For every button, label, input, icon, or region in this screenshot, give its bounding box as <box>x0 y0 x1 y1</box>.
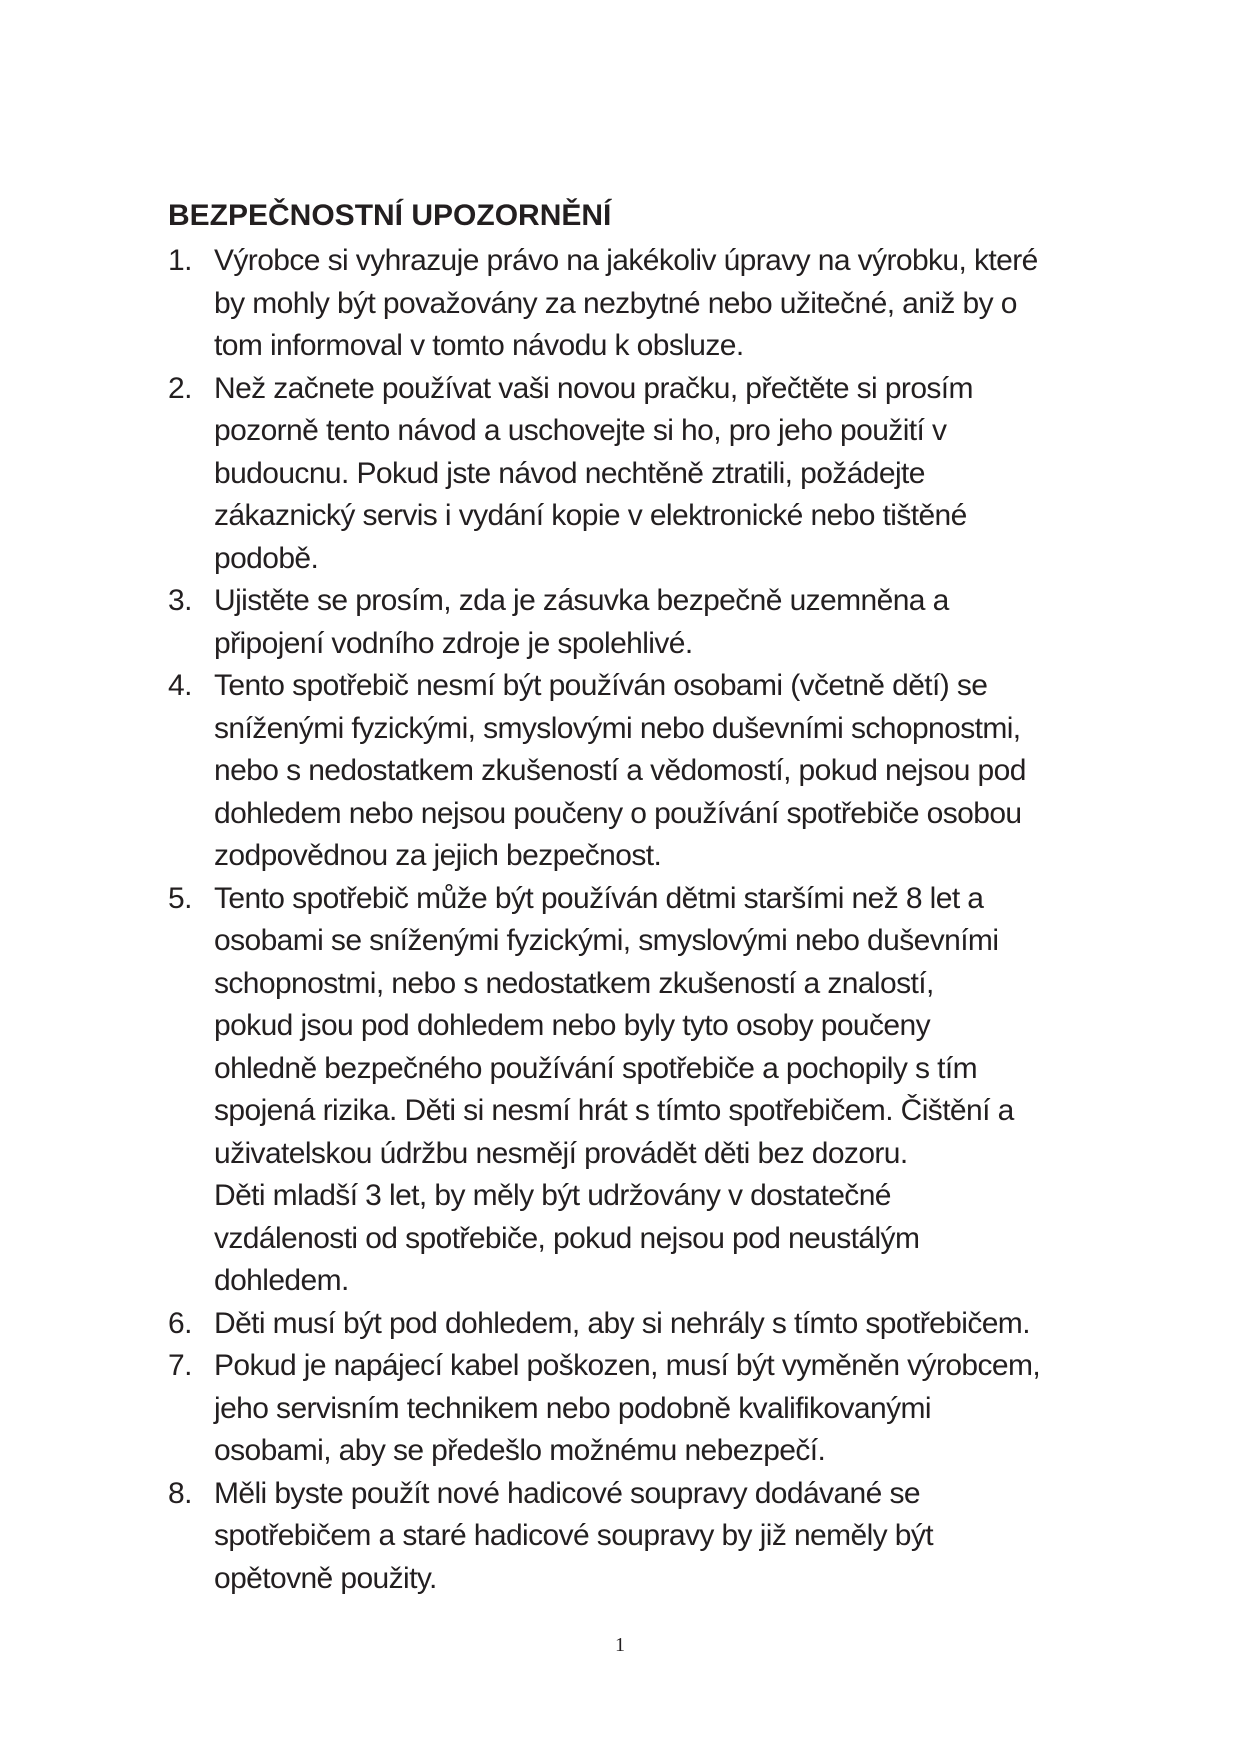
list-item <box>168 368 1088 581</box>
item-text-line: zákaznický servis i vydání kopie v elektronické nebo tištěné <box>214 499 967 532</box>
item-number: 7. <box>168 1349 192 1382</box>
item-text-line: sníženými fyzickými, smyslovými nebo duševními schopnostmi, <box>214 711 1021 745</box>
page-number: 1 <box>615 1634 625 1656</box>
item-text-line: spotřebičem a staré hadicové soupravy by již neměly být <box>214 1519 934 1552</box>
safety-section <box>168 196 1088 1600</box>
list-item <box>168 1473 1088 1601</box>
item-text-line: jeho servisním technikem nebo podobně kvalifikovanými <box>214 1391 931 1425</box>
item-text-line: Ujistěte se prosím, zda je zásuvka bezpečně uzemněna a <box>214 584 949 617</box>
item-number: 1. <box>168 244 192 277</box>
item-text-line: pozorně tento návod a uschovejte si ho, pro jeho použití v <box>214 414 947 447</box>
item-number: 5. <box>168 881 192 915</box>
item-text-line: Děti mladší 3 let, by měly být udržovány v dostatečné <box>214 1179 891 1212</box>
item-text-line: nebo s nedostatkem zkušeností a vědomostí, pokud nejsou pod <box>214 754 1026 787</box>
item-text-line: osobami, aby se předešlo možnému nebezpečí. <box>214 1434 826 1467</box>
item-text-line: spojená rizika. Děti si nesmí hrát s tímto spotřebičem. Čištění a <box>214 1094 1014 1127</box>
item-text-line: by mohly být považovány za nezbytné nebo užitečné, aniž by o <box>214 286 1017 320</box>
item-text-line: budoucnu. Pokud jste návod nechtěně ztratili, požádejte <box>214 456 925 490</box>
item-number: 3. <box>168 584 192 617</box>
item-text-line: opětovně použity. <box>214 1561 437 1595</box>
list-item <box>168 665 1088 878</box>
section-heading: BEZPEČNOSTNÍ UPOZORNĚNÍ <box>168 199 612 232</box>
item-text-line: dohledem nebo nejsou poučeny o používání spotřebiče osobou <box>214 796 1022 830</box>
item-text-line: vzdálenosti od spotřebiče, pokud nejsou pod neustálým <box>214 1221 920 1255</box>
list-item <box>168 878 1088 1303</box>
item-text-line: zodpovědnou za jejich bezpečnost. <box>214 839 662 872</box>
item-number: 8. <box>168 1476 192 1510</box>
item-text-line: schopnostmi, nebo s nedostatkem zkušeností a znalostí, <box>214 966 934 1000</box>
list-item <box>168 1345 1088 1473</box>
item-text-line: Tento spotřebič nesmí být používán osobami (včetně dětí) se <box>214 669 988 702</box>
item-text-line: osobami se sníženými fyzickými, smyslovými nebo duševními <box>214 924 999 957</box>
item-text-line: pokud jsou pod dohledem nebo byly tyto osoby poučeny <box>214 1009 930 1042</box>
item-text-line: Děti musí být pod dohledem, aby si nehrály s tímto spotřebičem. <box>214 1306 1030 1340</box>
item-text-line: Výrobce si vyhrazuje právo na jakékoliv úpravy na výrobku, které <box>214 244 1038 277</box>
item-text-line: Pokud je napájecí kabel poškozen, musí být vyměněn výrobcem, <box>214 1349 1041 1382</box>
item-text-line: Než začnete používat vaši novou pračku, přečtěte si prosím <box>214 371 973 405</box>
item-text-line: tom informoval v tomto návodu k obsluze. <box>214 329 744 362</box>
list-item <box>168 1303 1088 1346</box>
list-item <box>168 580 1088 665</box>
item-text-line: připojení vodního zdroje je spolehlivé. <box>214 626 693 660</box>
item-text-line: Tento spotřebič může být používán dětmi staršími než 8 let a <box>214 881 984 915</box>
item-text-line: podobě. <box>214 541 319 575</box>
item-text-line: Měli byste použít nové hadicové soupravy dodávané se <box>214 1476 920 1510</box>
item-text-line: uživatelskou údržbu nesmějí provádět děti bez dozoru. <box>214 1136 908 1170</box>
item-number: 4. <box>168 669 192 702</box>
item-text-line: ohledně bezpečného používání spotřebiče a pochopily s tím <box>214 1051 977 1085</box>
safety-instructions-list <box>168 240 1088 1600</box>
item-number: 6. <box>168 1306 192 1340</box>
item-number: 2. <box>168 371 192 405</box>
item-text-line: dohledem. <box>214 1264 349 1297</box>
list-item <box>168 240 1088 368</box>
